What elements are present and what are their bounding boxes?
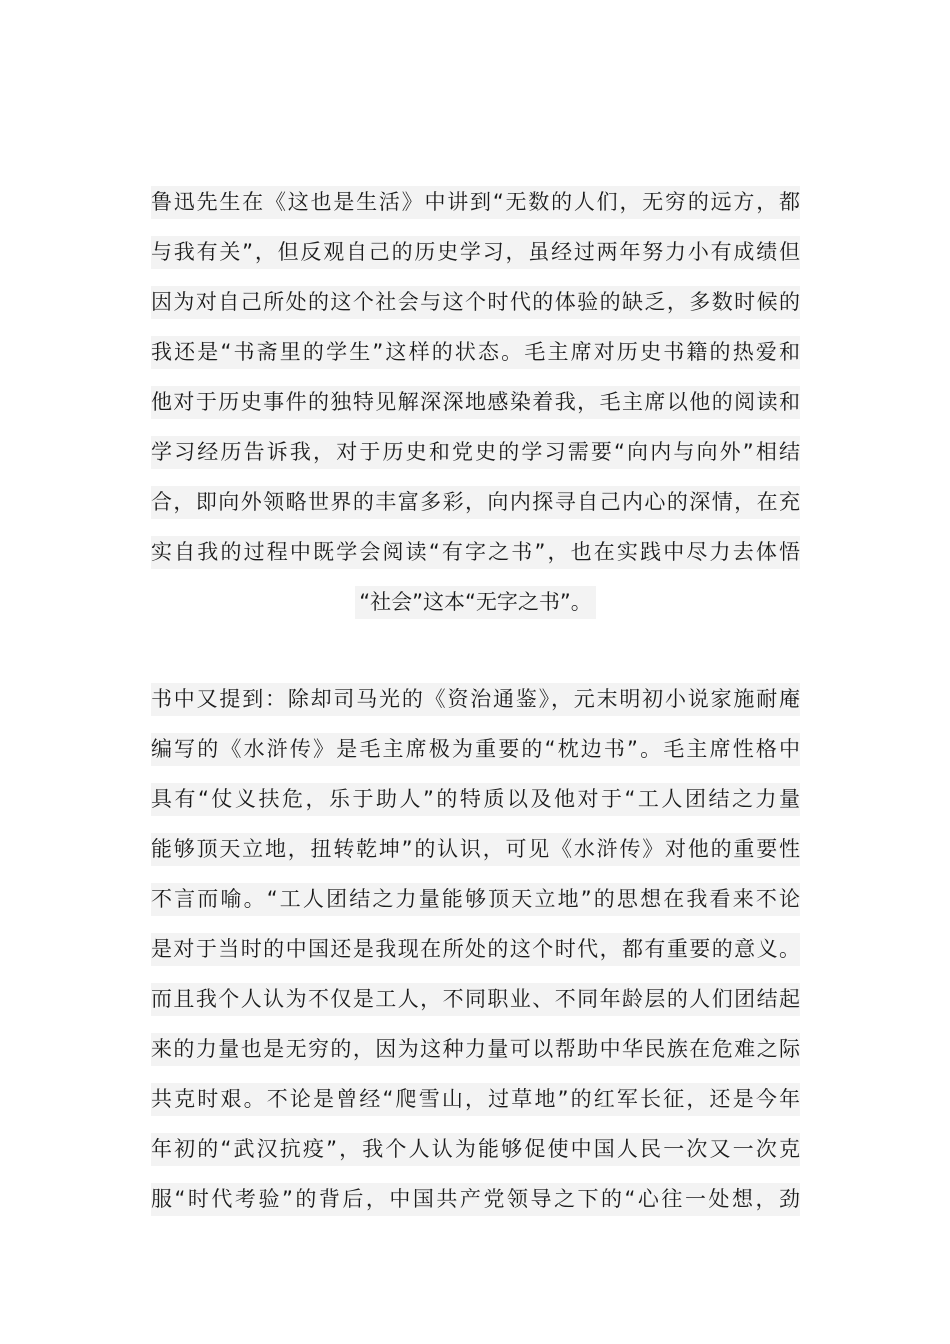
text-line-content: 学习经历告诉我，对于历史和党史的学习需要“向内与向外”相结 xyxy=(151,436,800,469)
text-line xyxy=(151,226,800,276)
text-line xyxy=(151,326,800,376)
text-line-content: 能够顶天立地，扭转乾坤”的认识，可见《水浒传》对他的重要性 xyxy=(151,833,800,866)
text-line-content: 不言而喻。“工人团结之力量能够顶天立地”的思想在我看来不论 xyxy=(151,883,800,916)
text-line-content: 年初的“武汉抗疫”，我个人认为能够促使中国人民一次又一次克 xyxy=(151,1133,800,1166)
paragraph-1 xyxy=(151,176,800,626)
text-line-content: 因为对自己所处的这个社会与这个时代的体验的缺乏，多数时候的 xyxy=(151,286,800,319)
text-line xyxy=(151,873,800,923)
text-line-content: 与我有关”，但反观自己的历史学习，虽经过两年努力小有成绩但 xyxy=(151,236,800,269)
text-line xyxy=(151,723,800,773)
text-line-content: 实自我的过程中既学会阅读“有字之书”，也在实践中尽力去体悟 xyxy=(151,536,800,569)
text-line xyxy=(151,773,800,823)
text-line-content: 我还是“书斋里的学生”这样的状态。毛主席对历史书籍的热爱和 xyxy=(151,336,800,369)
text-line xyxy=(151,923,800,973)
text-line-content: 来的力量也是无穷的，因为这种力量可以帮助中华民族在危难之际 xyxy=(151,1033,800,1066)
text-line-last xyxy=(151,576,800,626)
text-line xyxy=(151,973,800,1023)
text-line-content: 而且我个人认为不仅是工人，不同职业、不同年龄层的人们团结起 xyxy=(151,983,800,1016)
text-line-content: 编写的《水浒传》是毛主席极为重要的“枕边书”。毛主席性格中 xyxy=(151,733,800,766)
text-line xyxy=(151,176,800,226)
text-line xyxy=(151,673,800,723)
text-line xyxy=(151,276,800,326)
text-line-content: 共克时艰。不论是曾经“爬雪山，过草地”的红军长征，还是今年 xyxy=(151,1083,800,1116)
text-line xyxy=(151,426,800,476)
text-line-content: 是对于当时的中国还是我现在所处的这个时代，都有重要的意义。 xyxy=(151,933,800,966)
text-line xyxy=(151,376,800,426)
text-line-content: 他对于历史事件的独特见解深深地感染着我，毛主席以他的阅读和 xyxy=(151,386,800,419)
text-line-content: 具有“仗义扶危，乐于助人”的特质以及他对于“工人团结之力量 xyxy=(151,783,800,816)
text-line-content: 服“时代考验”的背后，中国共产党领导之下的“心往一处想，劲 xyxy=(151,1183,800,1216)
text-line xyxy=(151,823,800,873)
text-line-content: 书中又提到：除却司马光的《资治通鉴》，元末明初小说家施耐庵 xyxy=(151,683,800,716)
text-line-content: 鲁迅先生在《这也是生活》中讲到“无数的人们，无穷的远方，都 xyxy=(151,186,800,219)
text-line xyxy=(151,1023,800,1073)
text-line xyxy=(151,1123,800,1173)
text-line xyxy=(151,476,800,526)
text-line-content: “社会”这本“无字之书”。 xyxy=(355,586,596,619)
paragraph-2 xyxy=(151,673,800,1223)
text-line xyxy=(151,1173,800,1223)
text-line xyxy=(151,1073,800,1123)
text-line xyxy=(151,526,800,576)
text-line-content: 合，即向外领略世界的丰富多彩，向内探寻自己内心的深情，在充 xyxy=(151,486,800,519)
